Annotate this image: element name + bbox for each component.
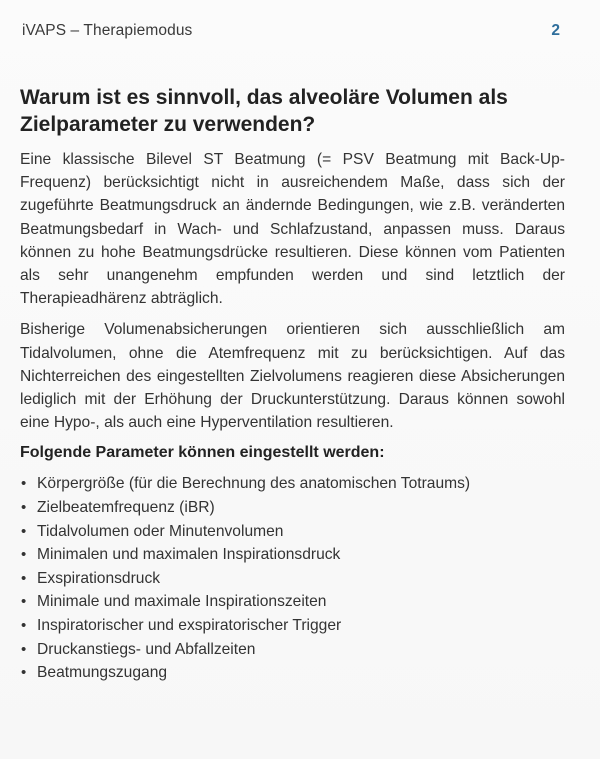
- bullet-icon: •: [21, 593, 27, 611]
- bullet-icon: •: [21, 475, 27, 493]
- bullet-icon: •: [21, 569, 27, 587]
- list-item: [20, 496, 565, 520]
- list-item: [20, 590, 565, 614]
- bullet-icon: •: [21, 640, 27, 658]
- paragraph-1: Eine klassische Bilevel ST Beatmung (= PSV Beatmung mit Back-Up-Frequenz) berücksichtigt nicht in ausreichendem Maße, dass sich der zugeführte Beatmungsdruck an ändernde Bedingungen, wie z.B. veränderten Beatmungsbedarf in Wach- und Schlafzustand, anpassen muss. Daraus können zu hohe Beatmungsdrücke resultieren. Diese können vom Patienten als sehr unangenehm empfunden werden und sind letztlich der Therapieadhärenz abträglich.: [20, 151, 565, 308]
- paragraph-2: Bisherige Volumenabsicherungen orientieren sich ausschließlich am Tidalvolumen, ohne die Atemfrequenz mit zu berücksichtigen. Auf das Nichterreichen des eingestellten Zielvolumens reagieren diese Absicherungen lediglich mit der Erhöhung der Druckunterstützung. Daraus können sowohl eine Hypo-, als auch eine Hyperventilation resultieren.: [20, 321, 565, 432]
- list-item: [20, 520, 565, 544]
- list-item-text: Tidalvolumen oder Minutenvolumen: [37, 522, 284, 540]
- section-heading: Warum ist es sinnvoll, das alveoläre Volumen als Zielparameter zu verwenden?: [20, 86, 508, 136]
- list-item-text: Exspirationsdruck: [37, 569, 161, 587]
- bullet-icon: •: [21, 499, 27, 517]
- bullet-icon: •: [21, 617, 27, 634]
- page-header: [22, 20, 560, 42]
- page-content: [20, 84, 565, 685]
- list-item: [20, 543, 565, 567]
- list-item: [20, 472, 565, 496]
- bullet-icon: •: [21, 546, 27, 564]
- list-item-text: Druckanstiegs- und Abfallzeiten: [37, 640, 256, 658]
- list-item-text: Minimalen und maximalen Inspirationsdruck: [37, 546, 341, 564]
- list-item-text: Zielbeatemfrequenz (iBR): [37, 499, 215, 517]
- list-item-text: Minimale und maximale Inspirationszeiten: [37, 593, 327, 611]
- list-item: [20, 614, 565, 638]
- header-title: iVAPS – Therapiemodus: [22, 22, 193, 39]
- parameters-list: [20, 472, 565, 684]
- list-item-text: Inspiratorischer und exspiratorischer Trigger: [37, 617, 342, 634]
- page-number: 2: [551, 22, 560, 39]
- list-item-text: Beatmungszugang: [37, 664, 168, 682]
- parameters-heading: Folgende Parameter können eingestellt werden:: [20, 444, 385, 462]
- list-item: [20, 567, 565, 591]
- bullet-icon: •: [21, 522, 27, 540]
- list-item: [20, 638, 565, 662]
- list-item: [20, 661, 565, 685]
- list-item-text: Körpergröße (für die Berechnung des anatomischen Totraums): [37, 475, 471, 493]
- bullet-icon: •: [21, 664, 27, 682]
